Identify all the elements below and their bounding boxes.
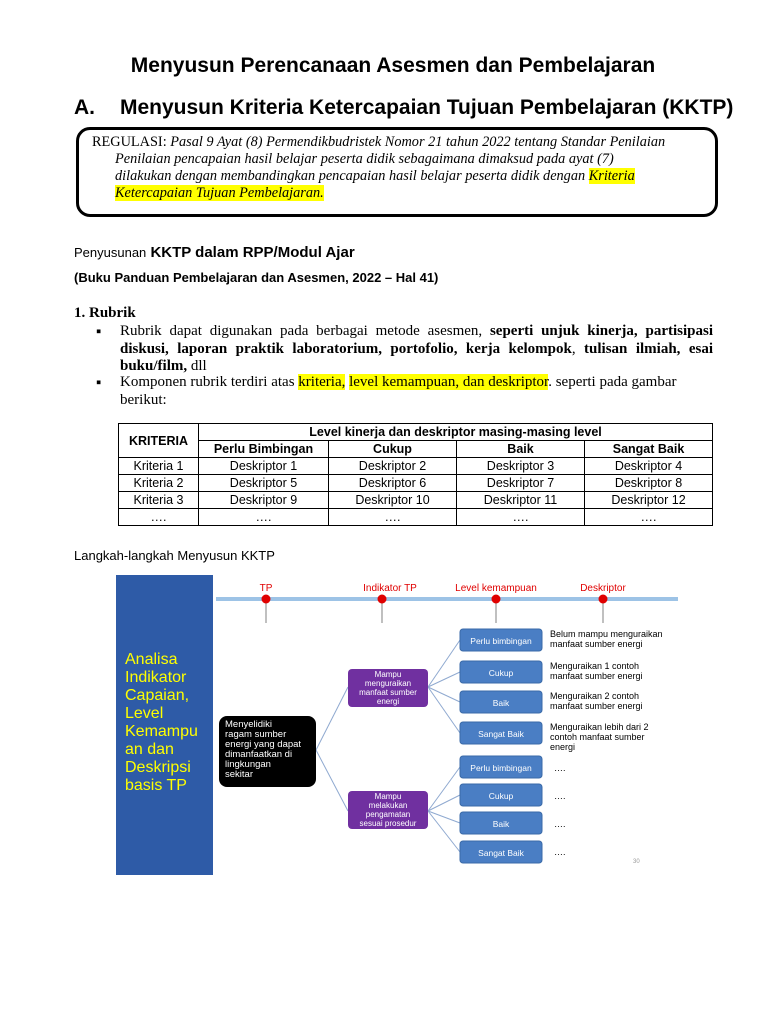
rubric-table [118, 423, 713, 526]
indicator-text: sesuai prosedur [359, 819, 417, 828]
indicator-text: manfaat sumber [359, 688, 417, 697]
penyusunan-bold: KKTP dalam RPP/Modul Ajar [150, 244, 355, 261]
bullet-rubrik-components [120, 374, 713, 409]
descriptor-text: Belum mampu menguraikan [550, 629, 663, 639]
table-cell: Kriteria 1 [119, 458, 199, 475]
descriptor-text: Menguraikan lebih dari 2 [550, 722, 649, 732]
slide-page-number: 30 [633, 859, 640, 865]
sidebar-line: an dan [125, 741, 174, 758]
timeline-label: Indikator TP [363, 583, 417, 594]
regulation-line-1: Pasal 9 Ayat (8) Permendikbudristek Nomor 21 tahun 2022 tentang Standar Penilaian [170, 134, 666, 150]
table-header-level: Sangat Baik [585, 441, 713, 458]
descriptor-ellipsis: …. [554, 819, 566, 829]
table-header-group: Level kinerja dan deskriptor masing-masing level [199, 424, 713, 441]
table-row [119, 492, 713, 509]
sidebar-line: basis TP [125, 777, 187, 794]
indicator-text: Mampu [374, 792, 402, 801]
descriptor-text: energi [550, 742, 576, 752]
bullet2-comma: , [341, 374, 346, 390]
regulation-highlight-b: Ketercapaian Tujuan Pembelajaran. [115, 185, 324, 201]
descriptor-ellipsis: …. [554, 847, 566, 857]
descriptor-text: manfaat sumber energi [550, 639, 643, 649]
bullet2-start: Komponen rubrik terdiri atas [120, 374, 295, 390]
timeline-pin [378, 595, 387, 624]
penyusunan-heading [74, 244, 355, 261]
tp-text: sekitar [225, 769, 253, 780]
table-cell: Deskriptor 11 [457, 492, 585, 509]
bullet2-highlight-kriteria: kriteria [298, 374, 342, 390]
table-cell: …. [585, 509, 713, 526]
table-row [119, 458, 713, 475]
kktp-flow-diagram [116, 575, 680, 875]
table-cell: …. [199, 509, 329, 526]
descriptor-text: manfaat sumber energi [550, 671, 643, 681]
table-cell: …. [329, 509, 457, 526]
bullet2-highlight-level: level kemampuan, dan deskriptor [349, 374, 549, 390]
bullet2-end: . seperti pada gambar berikut: [120, 374, 677, 408]
table-cell: Kriteria 2 [119, 475, 199, 492]
section-heading [74, 96, 733, 120]
level-label: Perlu bimbingan [470, 763, 532, 773]
table-cell: Deskriptor 9 [199, 492, 329, 509]
level-label: Perlu bimbingan [470, 636, 532, 646]
regulation-line-4 [92, 185, 702, 202]
regulation-line-3-text: dilakukan dengan membandingkan pencapaian hasil belajar peserta didik dengan [115, 168, 586, 184]
bullet1-start: Rubrik dapat digunakan pada berbagai metode asesmen, [120, 323, 483, 339]
table-cell: Deskriptor 2 [329, 458, 457, 475]
sidebar-line: Kemampu [125, 723, 198, 740]
table-header-level: Baik [457, 441, 585, 458]
timeline-pin [262, 595, 271, 624]
table-cell: Deskriptor 10 [329, 492, 457, 509]
descriptor-text: Menguraikan 2 contoh [550, 691, 640, 701]
indicator-text: Mampu [374, 670, 402, 679]
descriptor-texts [550, 629, 663, 857]
table-header-level: Perlu Bimbingan [199, 441, 329, 458]
table-row [119, 509, 713, 526]
table-cell: Deskriptor 12 [585, 492, 713, 509]
penyusunan-prefix: Penyusunan [74, 245, 147, 260]
table-cell: Deskriptor 5 [199, 475, 329, 492]
regulation-text [92, 134, 702, 202]
sidebar-line: Analisa [125, 651, 178, 668]
bullet1-middle: , [571, 340, 576, 357]
table-cell: Deskriptor 3 [457, 458, 585, 475]
diagram-caption: Langkah-langkah Menyusun KKTP [74, 548, 275, 563]
level-label: Baik [492, 819, 510, 829]
table-cell: Deskriptor 8 [585, 475, 713, 492]
descriptor-text: contoh manfaat sumber [550, 732, 645, 742]
descriptor-text: manfaat sumber energi [550, 701, 643, 711]
level-column-1 [460, 629, 542, 744]
tp-text: Menyelidiki [225, 719, 272, 730]
descriptor-ellipsis: …. [554, 763, 566, 773]
table-row [119, 475, 713, 492]
sidebar-line: Level [125, 705, 164, 722]
timeline-label: Level kemampuan [455, 583, 537, 594]
page-title: Menyusun Perencanaan Asesmen dan Pembelajaran [130, 54, 656, 77]
timeline-pin [492, 595, 501, 624]
regulation-highlight-a: Kriteria [588, 168, 635, 184]
tp-text: lingkungan [225, 759, 271, 770]
level-label: Sangat Baik [478, 848, 524, 858]
bullet-rubrik-usage [120, 323, 713, 376]
table-header-level: Cukup [329, 441, 457, 458]
table-cell: Deskriptor 1 [199, 458, 329, 475]
sidebar-line: Indikator [125, 669, 187, 686]
bullet-marker: ▪ [96, 323, 102, 340]
timeline-pin [599, 595, 608, 624]
bullet1-bold2: tulisan ilmiah, esai buku/film, [120, 340, 714, 374]
descriptor-ellipsis: …. [554, 791, 566, 801]
timeline-label: Deskriptor [580, 583, 626, 594]
indicator-text: pengamatan [365, 810, 411, 819]
table-cell: …. [119, 509, 199, 526]
indicator-text: energi [376, 697, 400, 706]
tp-text: ragam sumber [225, 729, 287, 740]
level-label: Baik [492, 698, 510, 708]
source-reference: (Buku Panduan Pembelajaran dan Asesmen, 2022 – Hal 41) [74, 270, 439, 285]
level-column-2 [460, 756, 542, 863]
sidebar-line: Deskripsi [125, 759, 191, 776]
level-label: Cukup [488, 791, 514, 801]
level-label: Sangat Baik [478, 729, 524, 739]
bullet-marker: ▪ [96, 374, 102, 391]
bullet1-bold: seperti unjuk kinerja, partisipasi diskusi, laporan praktik laboratorium, portofolio, kerja kelompok [120, 323, 713, 357]
table-cell: Deskriptor 7 [457, 475, 585, 492]
regulation-line-2: Penilaian pencapaian hasil belajar peserta didik sebagaimana dimaksud pada ayat (7) [115, 151, 614, 167]
table-cell: Deskriptor 6 [329, 475, 457, 492]
table-cell: Kriteria 3 [119, 492, 199, 509]
table-cell: …. [457, 509, 585, 526]
section-letter: A. [74, 96, 95, 119]
bullet1-end: dll [190, 358, 207, 374]
level-label: Cukup [488, 668, 514, 678]
regulation-line-3 [92, 168, 702, 185]
descriptor-text: Menguraikan 1 contoh [550, 661, 640, 671]
section-title-text: Menyusun Kriteria Ketercapaian Tujuan Pembelajaran (KKTP) [120, 96, 734, 119]
table-cell: Deskriptor 4 [585, 458, 713, 475]
tp-text: dimanfaatkan di [225, 749, 293, 760]
tp-text: energi yang dapat [225, 739, 302, 750]
indicator-text: melakukan [368, 801, 408, 810]
rubrik-heading: 1. Rubrik [74, 305, 136, 321]
indicator-text: menguraikan [364, 679, 412, 688]
regulation-label: REGULASI: [92, 134, 167, 150]
table-header-criteria: KRITERIA [119, 424, 199, 458]
timeline-label: TP [259, 583, 273, 594]
sidebar-line: Capaian, [125, 687, 190, 704]
